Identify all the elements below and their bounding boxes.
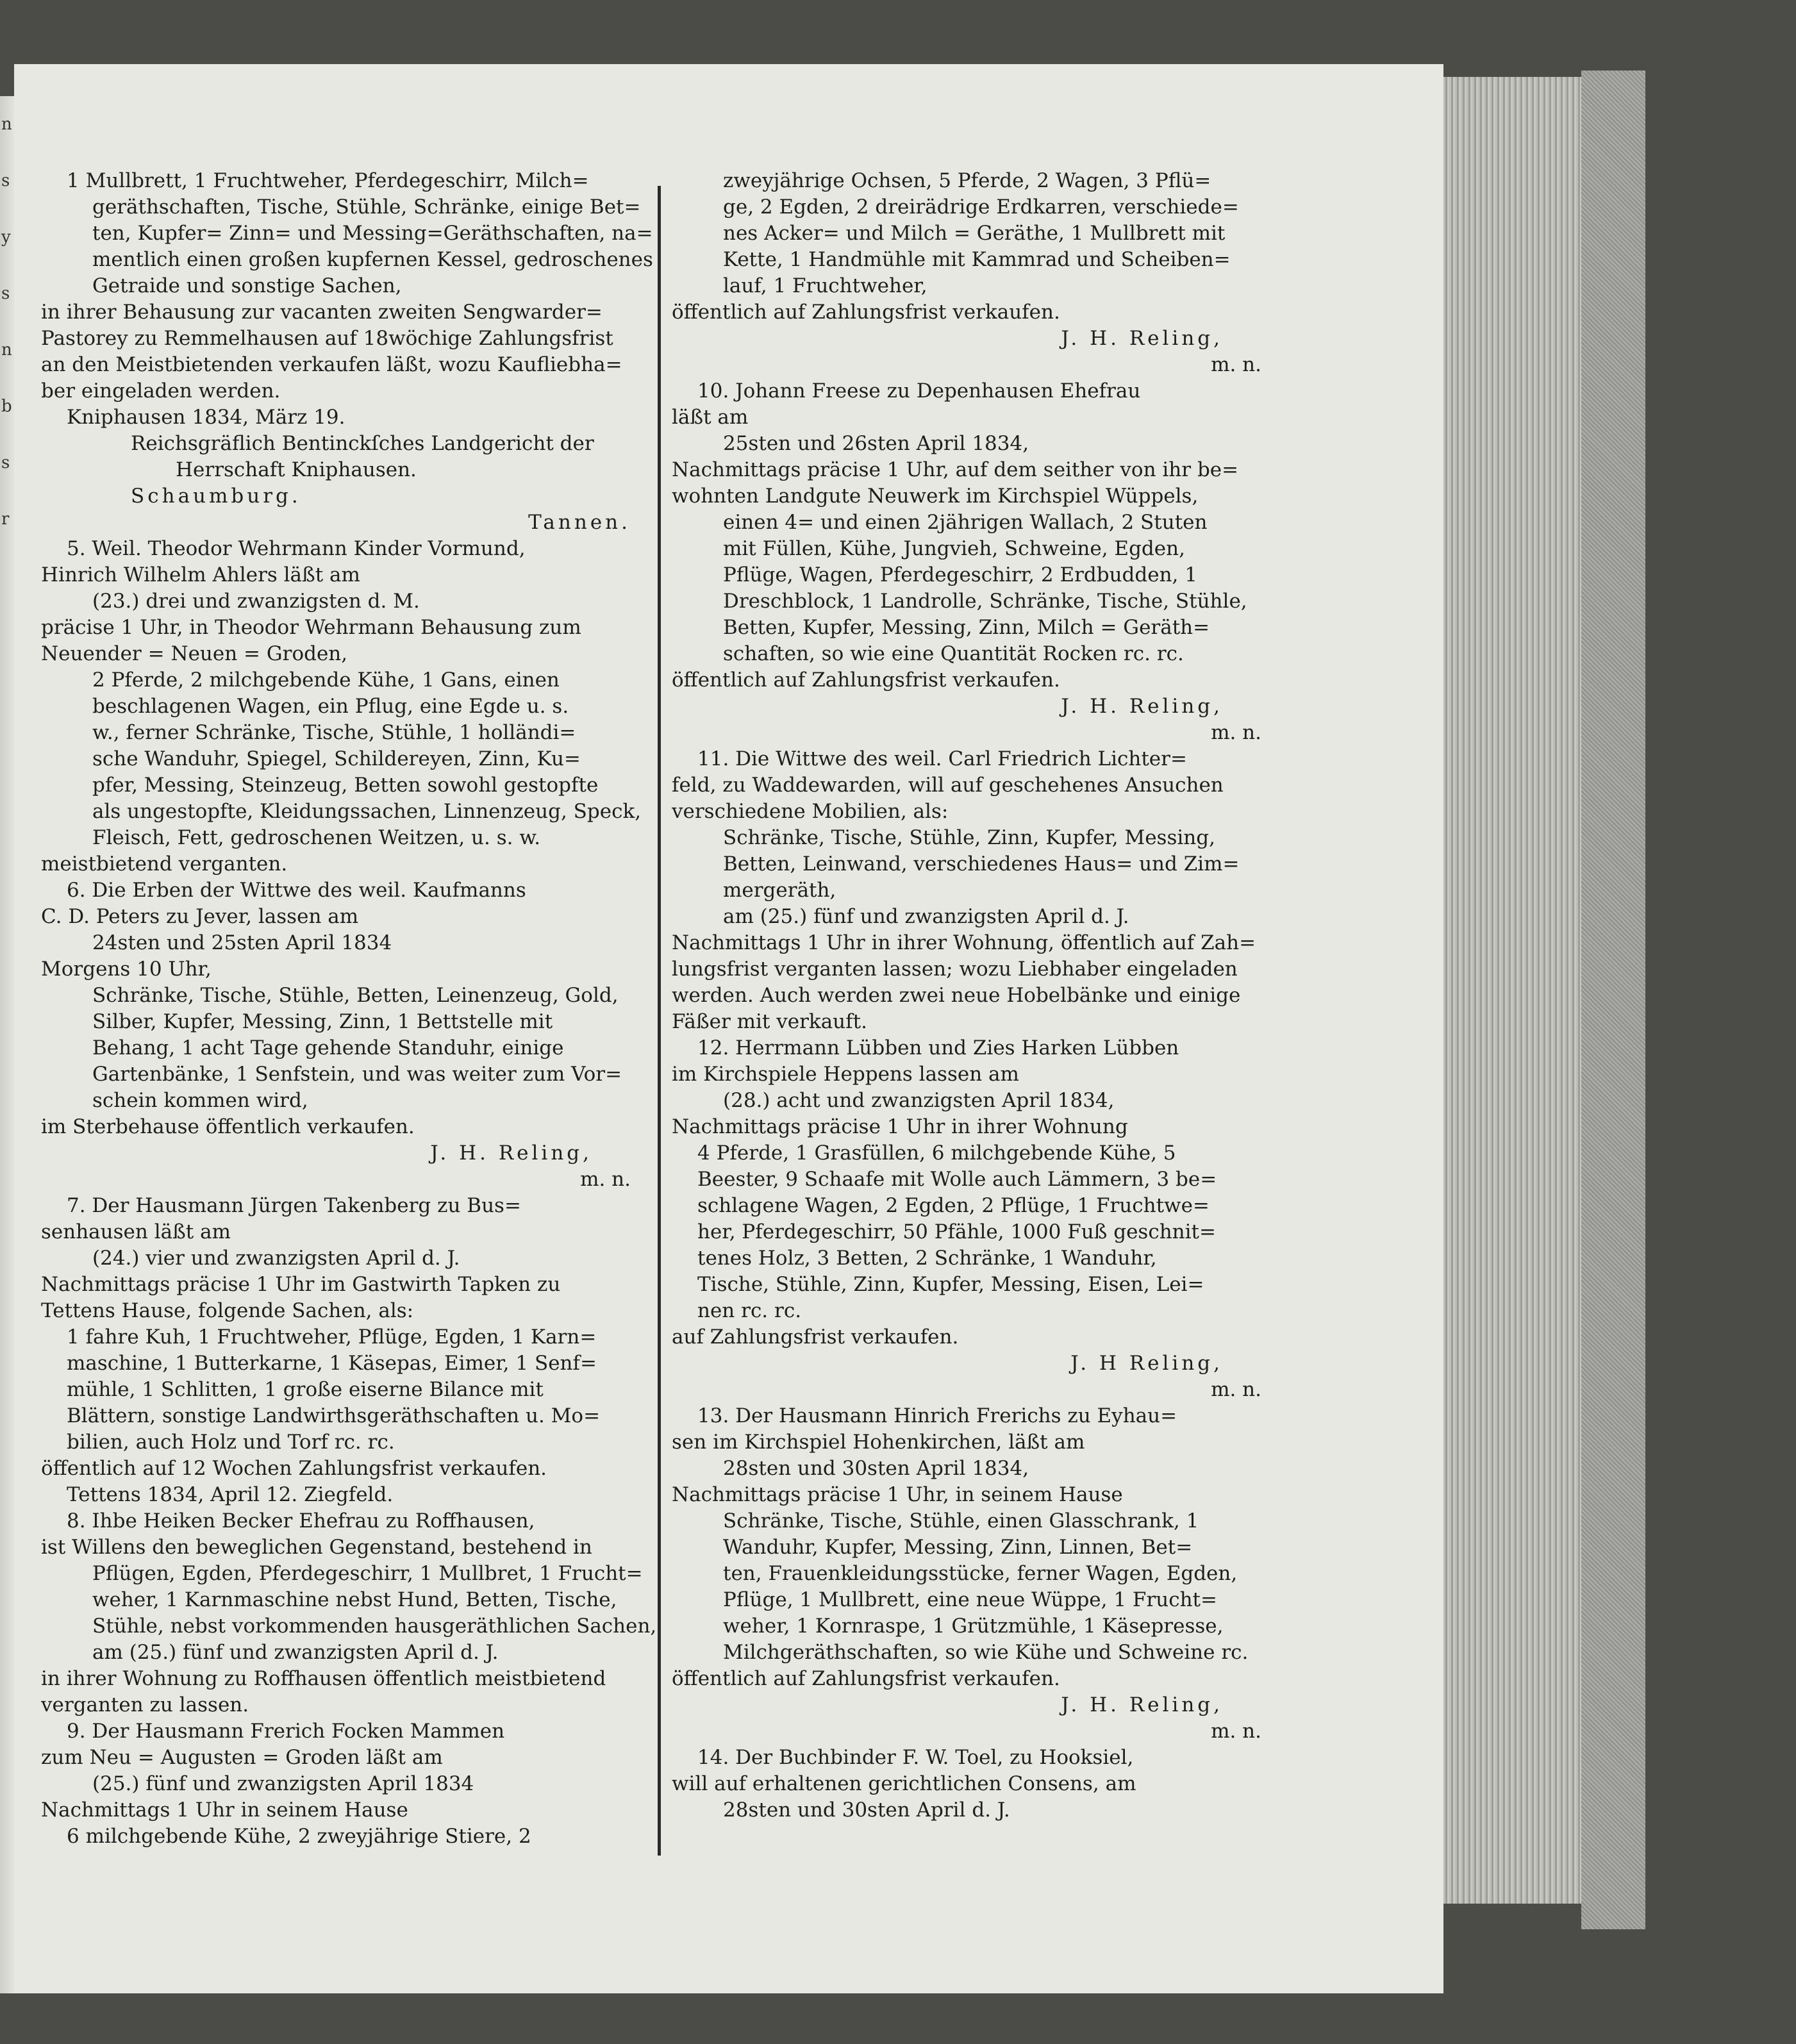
margin-fragment: s [1, 453, 10, 472]
right-column-line: Beester, 9 Schaafe mit Wolle auch Lämmern, 3 be= [697, 1168, 1217, 1191]
right-column-line: lungsfrist verganten lassen; wozu Liebhaber eingeladen [672, 958, 1238, 981]
left-column-line: Nachmittags 1 Uhr in seinem Hause [41, 1799, 408, 1822]
right-column [672, 168, 1287, 1824]
margin-fragment: b [1, 397, 12, 416]
left-column-line: Behang, 1 acht Tage gehende Standuhr, einige [92, 1036, 564, 1059]
right-column-line: öffentlich auf Zahlungsfrist verkaufen. [672, 669, 1060, 692]
margin-fragment: r [1, 510, 10, 529]
right-column-line: Betten, Kupfer, Messing, Zinn, Milch = Geräth= [723, 616, 1210, 639]
left-column-line: Hinrich Wilhelm Ahlers läßt am [41, 563, 360, 586]
left-column-line: 6 milchgebende Kühe, 2 zweyjährige Stiere, 2 [67, 1825, 531, 1848]
margin-fragment: n [1, 340, 12, 360]
right-column-line: 25sten und 26sten April 1834, [723, 432, 1029, 455]
left-column-line: 5. Weil. Theodor Wehrmann Kinder Vormund, [67, 537, 526, 560]
right-column-line: 10. Johann Freese zu Depenhausen Ehefrau [697, 379, 1141, 403]
left-column-line: ber eingeladen werden. [41, 379, 281, 403]
column-divider [658, 186, 661, 1856]
right-column-line: tenes Holz, 3 Betten, 2 Schränke, 1 Wanduhr, [697, 1247, 1157, 1270]
left-column-line: sche Wanduhr, Spiegel, Schildereyen, Zinn, Ku= [92, 747, 581, 770]
right-column-line: J. H. Reling, [1061, 1693, 1223, 1716]
right-column-line: J. H Reling, [1070, 1352, 1223, 1375]
left-column-line: Silber, Kupfer, Messing, Zinn, 1 Bettstelle mit [92, 1010, 553, 1033]
left-column-line: Schaumburg. [131, 485, 301, 508]
left-column-line: 7. Der Hausmann Jürgen Takenberg zu Bus= [67, 1194, 521, 1217]
right-column-line: 28sten und 30sten April 1834, [723, 1457, 1029, 1480]
left-column-line: Tannen. [528, 511, 631, 534]
book-cover-board [1581, 71, 1645, 1929]
left-column-line: (23.) drei und zwanzigsten d. M. [92, 590, 420, 613]
right-column-line: Schränke, Tische, Stühle, Zinn, Kupfer, Messing, [723, 826, 1215, 849]
right-column-line: sen im Kirchspiel Hohenkirchen, läßt am [672, 1431, 1085, 1454]
right-column-line: m. n. [1211, 353, 1261, 376]
left-column-line: präcise 1 Uhr, in Theodor Wehrmann Behausung zum [41, 616, 581, 639]
right-column-line: m. n. [1211, 1720, 1261, 1743]
right-column-line: 12. Herrmann Lübben und Zies Harken Lübben [697, 1036, 1179, 1059]
left-column-line: beschlagenen Wagen, ein Pflug, eine Egde u. s. [92, 695, 569, 718]
left-column-line: bilien, auch Holz und Torf rc. rc. [67, 1431, 395, 1454]
margin-fragment: s [1, 171, 10, 190]
left-column-line: zum Neu = Augusten = Groden läßt am [41, 1746, 443, 1769]
left-column-line: 8. Ihbe Heiken Becker Ehefrau zu Roffhausen, [67, 1509, 535, 1533]
left-column-line: (24.) vier und zwanzigsten April d. J. [92, 1247, 460, 1270]
right-column-line: verschiedene Mobilien, als: [672, 800, 949, 823]
right-column-line: mergeräth, [723, 879, 836, 902]
left-column-line: ist Willens den beweglichen Gegenstand, bestehend in [41, 1536, 592, 1559]
left-column-line: 1 fahre Kuh, 1 Fruchtweher, Pflüge, Egden, 1 Karn= [67, 1325, 597, 1349]
right-column-line: schlagene Wagen, 2 Egden, 2 Pflüge, 1 Fruchtwe= [697, 1194, 1210, 1217]
right-column-line: mit Füllen, Kühe, Jungvieh, Schweine, Egden, [723, 537, 1185, 560]
right-column-line: Nachmittags präcise 1 Uhr in ihrer Wohnung [672, 1115, 1128, 1138]
left-column-line: öffentlich auf 12 Wochen Zahlungsfrist verkaufen. [41, 1457, 547, 1480]
right-column-line: wohnten Landgute Neuwerk im Kirchspiel Wüppels, [672, 485, 1199, 508]
left-column-line: Pflügen, Egden, Pferdegeschirr, 1 Mullbret, 1 Frucht= [92, 1562, 643, 1585]
right-column-line: J. H. Reling, [1061, 695, 1223, 718]
right-column-line: nen rc. rc. [697, 1299, 802, 1322]
right-column-line: öffentlich auf Zahlungsfrist verkaufen. [672, 1667, 1060, 1690]
right-column-line: (28.) acht und zwanzigsten April 1834, [723, 1089, 1115, 1112]
left-column-line: schein kommen wird, [92, 1089, 308, 1112]
left-column-line: Tettens 1834, April 12. Ziegfeld. [67, 1483, 394, 1506]
left-column-line: Neuender = Neuen = Groden, [41, 642, 348, 665]
left-column-line: in ihrer Wohnung zu Roffhausen öffentlich meistbietend [41, 1667, 606, 1690]
right-column-line: am (25.) fünf und zwanzigsten April d. J. [723, 905, 1129, 928]
facing-page-edge [0, 96, 14, 1993]
right-column-line: weher, 1 Kornraspe, 1 Grützmühle, 1 Käsepresse, [723, 1615, 1224, 1638]
right-column-line: J. H. Reling, [1061, 327, 1223, 350]
right-column-line: Fäßer mit verkauft. [672, 1010, 867, 1033]
left-column-line: meistbietend verganten. [41, 852, 288, 876]
right-column-line: m. n. [1211, 1378, 1261, 1401]
right-column-line: im Kirchspiele Heppens lassen am [672, 1063, 1019, 1086]
right-column-line: Dreschblock, 1 Landrolle, Schränke, Tische, Stühle, [723, 590, 1247, 613]
right-column-line: schaften, so wie eine Quantität Rocken rc. rc. [723, 642, 1184, 665]
left-column-line: ten, Kupfer= Zinn= und Messing=Geräthschaften, na= [92, 222, 653, 245]
margin-fragment: s [1, 284, 10, 303]
right-column-line: nes Acker= und Milch = Geräthe, 1 Mullbrett mit [723, 222, 1226, 245]
left-column-line: 1 Mullbrett, 1 Fruchtweher, Pferdegeschirr, Milch= [67, 169, 589, 192]
right-column-line: Kette, 1 Handmühle mit Kammrad und Scheiben= [723, 248, 1231, 271]
right-column-line: öffentlich auf Zahlungsfrist verkaufen. [672, 301, 1060, 324]
right-column-line: feld, zu Waddewarden, will auf geschehenes Ansuchen [672, 774, 1224, 797]
left-column [41, 168, 656, 1850]
left-column-line: am (25.) fünf und zwanzigsten April d. J. [92, 1641, 499, 1664]
left-column-line: J. H. Reling, [430, 1142, 592, 1165]
left-column-line: Reichsgräflich Bentinckſches Landgericht der [131, 432, 594, 455]
left-column-line: im Sterbehause öffentlich verkaufen. [41, 1115, 415, 1138]
right-column-line: Tische, Stühle, Zinn, Kupfer, Messing, Eisen, Lei= [697, 1273, 1204, 1296]
left-column-line: in ihrer Behausung zur vacanten zweiten Sengwarder= [41, 301, 603, 324]
left-column-line: maschine, 1 Butterkarne, 1 Käsepas, Eimer, 1 Senf= [67, 1352, 597, 1375]
left-column-line: Tettens Hause, folgende Sachen, als: [41, 1299, 414, 1322]
left-column-line: Kniphausen 1834, März 19. [67, 406, 345, 429]
right-column-line: Nachmittags präcise 1 Uhr, in seinem Hause [672, 1483, 1123, 1506]
left-column-line: Stühle, nebst vorkommenden hausgeräthlichen Sachen, [92, 1615, 656, 1638]
right-column-line: lauf, 1 Fruchtweher, [723, 274, 927, 297]
left-column-line: 9. Der Hausmann Frerich Focken Mammen [67, 1720, 505, 1743]
right-column-line: will auf erhaltenen gerichtlichen Consens, am [672, 1772, 1136, 1795]
left-column-line: geräthschaften, Tische, Stühle, Schränke, einige Bet= [92, 195, 641, 219]
right-column-line: zweyjährige Ochsen, 5 Pferde, 2 Wagen, 3 Pflü= [723, 169, 1211, 192]
right-column-line: Schränke, Tische, Stühle, einen Glasschrank, 1 [723, 1509, 1199, 1533]
left-column-line: 6. Die Erben der Wittwe des weil. Kaufmanns [67, 879, 526, 902]
right-column-line: 14. Der Buchbinder F. W. Toel, zu Hooksiel, [697, 1746, 1134, 1769]
left-column-line: Getraide und sonstige Sachen, [92, 274, 402, 297]
right-column-line: 13. Der Hausmann Hinrich Frerichs zu Eyhau= [697, 1404, 1177, 1427]
facing-page-fragments [1, 96, 13, 547]
left-column-line: pfer, Messing, Steinzeug, Betten sowohl gestopfte [92, 774, 599, 797]
right-column-line: einen 4= und einen 2jährigen Wallach, 2 Stuten [723, 511, 1208, 534]
left-column-line: Nachmittags präcise 1 Uhr im Gastwirth Tapken zu [41, 1273, 561, 1296]
left-column-line: Morgens 10 Uhr, [41, 958, 212, 981]
right-column-line: läßt am [672, 406, 749, 429]
right-column-line: Pflüge, Wagen, Pferdegeschirr, 2 Erdbudden, 1 [723, 563, 1197, 586]
left-column-line: Herrschaft Kniphausen. [176, 458, 417, 481]
right-column-line: Wanduhr, Kupfer, Messing, Zinn, Linnen, Bet= [723, 1536, 1193, 1559]
left-column-line: an den Meistbietenden verkaufen läßt, wozu Kaufliebha= [41, 353, 622, 376]
left-column-line: C. D. Peters zu Jever, lassen am [41, 905, 359, 928]
right-column-line: Betten, Leinwand, verschiedenes Haus= und Zim= [723, 852, 1240, 876]
right-column-line: 11. Die Wittwe des weil. Carl Friedrich Lichter= [697, 747, 1187, 770]
right-column-line: Milchgeräthschaften, so wie Kühe und Schweine rc. [723, 1641, 1249, 1664]
right-column-line: Nachmittags 1 Uhr in ihrer Wohnung, öffentlich auf Zah= [672, 931, 1256, 954]
left-column-line: 2 Pferde, 2 milchgebende Kühe, 1 Gans, einen [92, 669, 560, 692]
left-column-line: Gartenbänke, 1 Senfstein, und was weiter zum Vor= [92, 1063, 622, 1086]
left-column-line: Fleisch, Fett, gedroschenen Weitzen, u. s. w. [92, 826, 541, 849]
left-column-line: weher, 1 Karnmaschine nebst Hund, Betten, Tische, [92, 1588, 617, 1611]
left-column-line: mentlich einen großen kupfernen Kessel, gedroschenes [92, 248, 653, 271]
right-column-line: ge, 2 Egden, 2 dreirädrige Erdkarren, verschiede= [723, 195, 1239, 219]
left-column-line: senhausen läßt am [41, 1220, 231, 1243]
margin-fragment: n [1, 115, 12, 134]
left-column-line: Blättern, sonstige Landwirthsgeräthschaften u. Mo= [67, 1404, 601, 1427]
left-column-line: Pastorey zu Remmelhausen auf 18wöchige Zahlungsfrist [41, 327, 613, 350]
right-column-line: Pflüge, 1 Mullbrett, eine neue Wüppe, 1 Frucht= [723, 1588, 1217, 1611]
left-column-line: (25.) fünf und zwanzigsten April 1834 [92, 1772, 474, 1795]
right-column-line: 4 Pferde, 1 Grasfüllen, 6 milchgebende Kühe, 5 [697, 1142, 1176, 1165]
right-column-line: auf Zahlungsfrist verkaufen. [672, 1325, 959, 1349]
left-column-line: 24sten und 25sten April 1834 [92, 931, 392, 954]
page-edges [1443, 77, 1581, 1904]
right-column-line: 28sten und 30sten April d. J. [723, 1799, 1010, 1822]
left-column-line: m. n. [580, 1168, 631, 1191]
margin-fragment: y [1, 228, 11, 247]
right-column-line: m. n. [1211, 721, 1261, 744]
right-column-line: her, Pferdegeschirr, 50 Pfähle, 1000 Fuß geschnit= [697, 1220, 1216, 1243]
left-column-line: w., ferner Schränke, Tische, Stühle, 1 holländi= [92, 721, 576, 744]
left-column-line: als ungestopfte, Kleidungssachen, Linnenzeug, Speck, [92, 800, 642, 823]
right-column-line: Nachmittags präcise 1 Uhr, auf dem seither von ihr be= [672, 458, 1239, 481]
right-column-line: ten, Frauenkleidungsstücke, ferner Wagen, Egden, [723, 1562, 1238, 1585]
right-column-line: werden. Auch werden zwei neue Hobelbänke und einige [672, 984, 1241, 1007]
left-column-line: verganten zu lassen. [41, 1693, 249, 1716]
left-column-line: Schränke, Tische, Stühle, Betten, Leinenzeug, Gold, [92, 984, 619, 1007]
left-column-line: mühle, 1 Schlitten, 1 große eiserne Bilance mit [67, 1378, 544, 1401]
